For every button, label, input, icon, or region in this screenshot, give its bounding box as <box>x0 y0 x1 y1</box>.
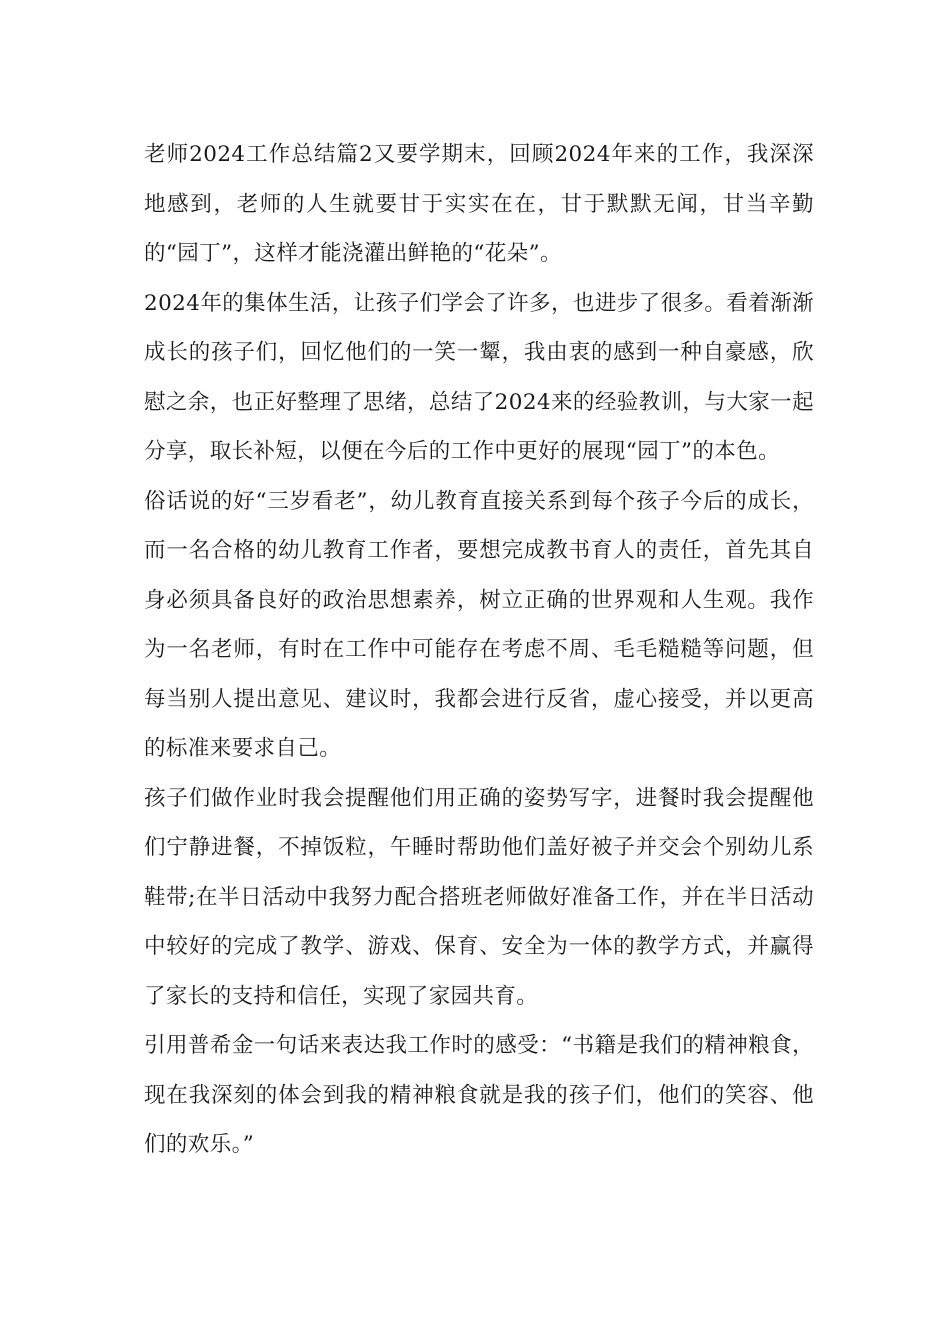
paragraph-5: 引用普希金一句话来表达我工作时的感受：“书籍是我们的精神粮食，现在我深刻的体会到我的精神粮食就是我的孩子们，他们的笑容、他们的欢乐。” <box>144 1033 814 1157</box>
paragraph-3: 俗话说的好“三岁看老”，幼儿教育直接关系到每个孩子今后的成长，而一名合格的幼儿教育工作者，要想完成教书育人的责任，首先其自身必须具备良好的政治思想素养，树立正确的世界观和人生观。我作为一名老师，有时在工作中可能存在考虑不周、毛毛糙糙等问题，但每当别人提出意见、建议时，我都会进行反省，虚心接受，并以更高的标准来要求自己。 <box>144 488 814 761</box>
paragraph-4: 孩子们做作业时我会提醒他们用正确的姿势写字，进餐时我会提醒他们宁静进餐，不掉饭粒，午睡时帮助他们盖好被子并交会个别幼儿系鞋带;在半日活动中我努力配合搭班老师做好准备工作，并在半日活动中较好的完成了教学、游戏、保育、安全为一体的教学方式，并赢得了家长的支持和信任，实现了家园共育。 <box>144 785 814 1009</box>
paragraph-2: 2024年的集体生活，让孩子们学会了许多，也进步了很多。看着渐渐成长的孩子们，回忆他们的一笑一颦，我由衷的感到一种自豪感，欣慰之余，也正好整理了思绪，总结了2024来的经验教训，与大家一起分享，取长补短，以便在今后的工作中更好的展现“园丁”的本色。 <box>144 290 814 464</box>
paragraph-1: 老师2024工作总结篇2又要学期末，回顾2024年来的工作，我深深地感到，老师的人生就要甘于实实在在，甘于默默无闻，甘当辛勤的“园丁”，这样才能浇灌出鲜艳的“花朵”。 <box>144 142 814 266</box>
document-body <box>144 130 814 1170</box>
